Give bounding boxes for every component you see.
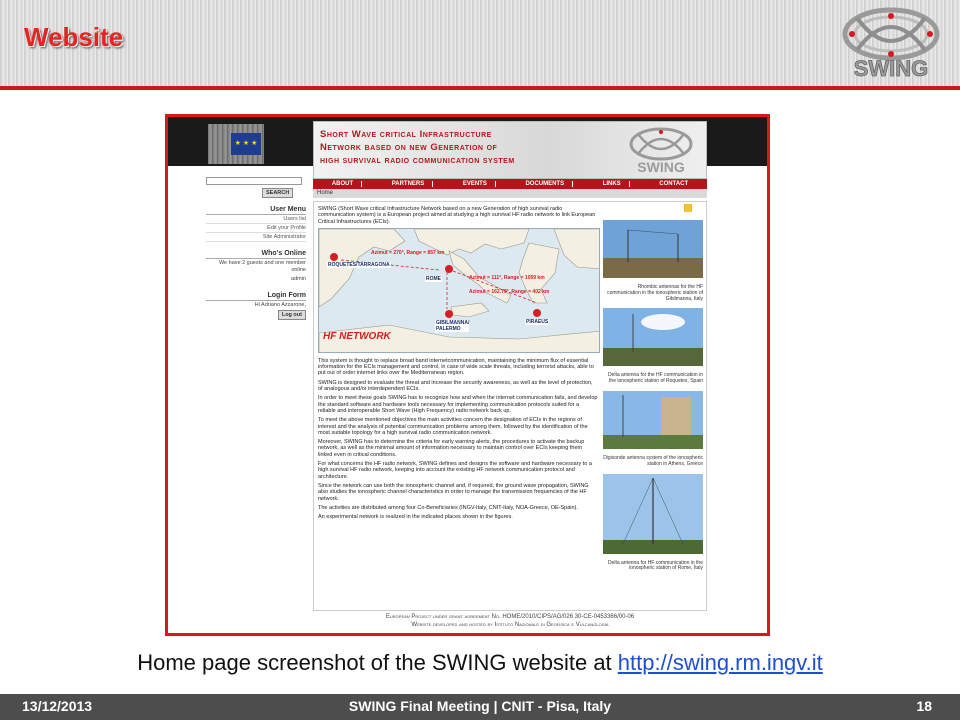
breadcrumb[interactable]: Home (313, 189, 707, 198)
login-greeting: Hi Adriano Azzarone, (254, 302, 306, 308)
footer-page-number: 18 (916, 698, 932, 714)
hf-network-map (318, 228, 600, 353)
site-footer-line: Website developed and hosted by Istituto Nazionale di Geofisica e Vulcanologia (411, 622, 609, 628)
footer-event: SWING Final Meeting | CNIT - Pisa, Italy (348, 698, 612, 714)
banner-line: Network based on new Generation of (320, 142, 498, 153)
site-banner (313, 121, 707, 179)
delta-antenna-roquetes-photo (603, 308, 703, 366)
banner-line: high survival radio communication system (320, 155, 515, 166)
photo-caption: Digisonde antenna system of the ionospheric station in Athens, Greece (603, 454, 703, 467)
content-paragraph: Since the network can use both the ionospheric channel and, if required, the ground wave propagation, SWING also studies the ionospheric channel characteristics in order to manage the transmission frequencies of the HF network. (318, 482, 589, 502)
photo-caption: Delta antenna for HF communication in the ionospheric station of Rome, Italy (607, 559, 703, 572)
header-rule (0, 86, 960, 90)
search-input[interactable] (206, 177, 302, 185)
slide-caption (0, 650, 960, 676)
whos-online-heading: Who's Online (206, 250, 306, 259)
rhombic-antenna-photo (603, 220, 703, 278)
site-footer-line: European Project under grant agreement No. HOME/2010/CIPS/AG/026 30-CE-0453366/00-06 (385, 614, 635, 620)
search-button[interactable]: SEARCH (262, 188, 293, 198)
content-paragraph: SWING is designed to evaluate the threat and increase the security awareness, as well as the level of protection, of analogous and/or interdependent ECIs. (318, 379, 593, 393)
content-paragraph: In order to meet these goals SWING has to recognize how and when the internet communication fails, and develop the standard software and hardware tools necessary for implementing communication protocols suited for a reliable and interoperable Short Wave (High Frequency) radio network back up. (318, 395, 598, 414)
photo-caption: Rhombic antennas for the HF communication in the ionospheric station of Gibilmanna, Italy (607, 284, 703, 302)
slide-footer (0, 694, 960, 720)
nav-events[interactable]: EVENTS (455, 181, 496, 187)
user-menu-item[interactable]: Site Administrator (206, 233, 306, 242)
caption-text: Home page screenshot of the SWING website at (137, 650, 618, 675)
swing-logo-icon (832, 4, 950, 80)
logout-button[interactable]: Log out (278, 310, 306, 320)
slide-header (0, 0, 960, 88)
photo-caption: Delta antenna for the HF communication in the ionospheric station of Roquetes, Spain (607, 372, 703, 385)
map-title: HF NETWORK (323, 330, 391, 342)
map-azimuth-label: Azimut = 162.79°, Range = 402 km (469, 288, 550, 295)
delta-antenna-rome-photo (603, 474, 703, 554)
map-station-label: PIRAEUS (526, 318, 549, 325)
content-paragraph: For what concerns the HF radio network, SWING defines and designs the software and hardware necessary to a high survival HF radio network, keeping into account the existing HF network communication protocol and architecture. (318, 461, 592, 480)
footer-date: 13/12/2013 (22, 698, 93, 714)
eu-flag-icon: ★ ★ ★ (231, 133, 261, 155)
nav-partners[interactable]: PARTNERS (384, 181, 434, 187)
content-paragraph: The activities are distributed among four Co-Beneficiaries (INGV-Italy, CNIT-Italy, NOA-Greece, OE-Spain). (318, 504, 578, 511)
user-menu-heading: User Menu (206, 206, 306, 215)
digisonde-antenna-photo (603, 391, 703, 449)
banner-title (320, 128, 610, 167)
map-azimuth-label: Azimut = 270°, Range = 857 km (371, 249, 445, 256)
slide-title: Website (24, 22, 124, 52)
user-menu-item[interactable]: Edit your Profile (206, 224, 306, 233)
caption-link[interactable]: http://swing.rm.ingv.it (617, 650, 823, 675)
nav-links[interactable]: LINKS (595, 181, 630, 187)
nav-about[interactable]: ABOUT (324, 181, 362, 187)
nav-documents[interactable]: DOCUMENTS (517, 181, 573, 187)
logo-wordmark: SWING (853, 56, 929, 80)
map-station-label: ROME (426, 275, 441, 282)
map-station-label: GIBILMANNA/ PALERMO (436, 319, 470, 333)
whos-online-member: admin (291, 276, 306, 282)
login-form-heading: Login Form (206, 292, 306, 301)
content-paragraph: This system is thought to replace broad band internetcommunication, maintaining the minimum flux of essential information for the ECIs management and control, in case of wide scale threats, including terrorist attacks, able to put out of order internet links over the Mediterranean region. (318, 357, 594, 377)
site-logo-icon (620, 124, 702, 176)
site-logo-wordmark: SWING (637, 159, 685, 175)
user-menu-item[interactable]: Users list (206, 215, 306, 224)
print-icon[interactable] (684, 204, 692, 212)
whos-online-text: We have 2 guests and one member online (218, 260, 306, 273)
content-paragraph: An experimental network is realized in the indicated places shown in the figures. (318, 514, 513, 521)
banner-line: Short Wave critical Infrastructure (320, 129, 492, 140)
main-text (318, 206, 598, 523)
content-paragraph: Moreover, SWING has to determine the criteria for early warning alerts, the procedures to activate the backup network, as well as the minimal amount of information necessary to maintain control over ECIs keeping them linked even in critical conditions. (318, 439, 585, 458)
site-main-content (313, 201, 707, 611)
nav-contact[interactable]: CONTACT (659, 181, 689, 187)
map-azimuth-label: Azimut = 111°, Range = 1059 km (469, 274, 545, 281)
photo-column (603, 220, 703, 578)
website-screenshot (165, 114, 770, 636)
intro-paragraph: SWING (Short Wave critical Infrastructure Network based on a new Generation of high survival radio communication system) is a European project aimed at studying a high survival HF radio network to link European Critical Infrastructures (ECIs). (318, 206, 596, 225)
site-footer (313, 611, 707, 635)
left-sidebar (206, 177, 306, 320)
content-paragraph: To meet the above mentioned objectives the main activities concern the designation of ECIs in the regions of interest and the analysis of potential communication problems among them, followed by the identification of the most suitable topology for a high survival radio communication network. (318, 417, 588, 436)
site-nav (313, 179, 707, 189)
map-station-label: ROQUETES/TARRAGONA (328, 261, 390, 268)
